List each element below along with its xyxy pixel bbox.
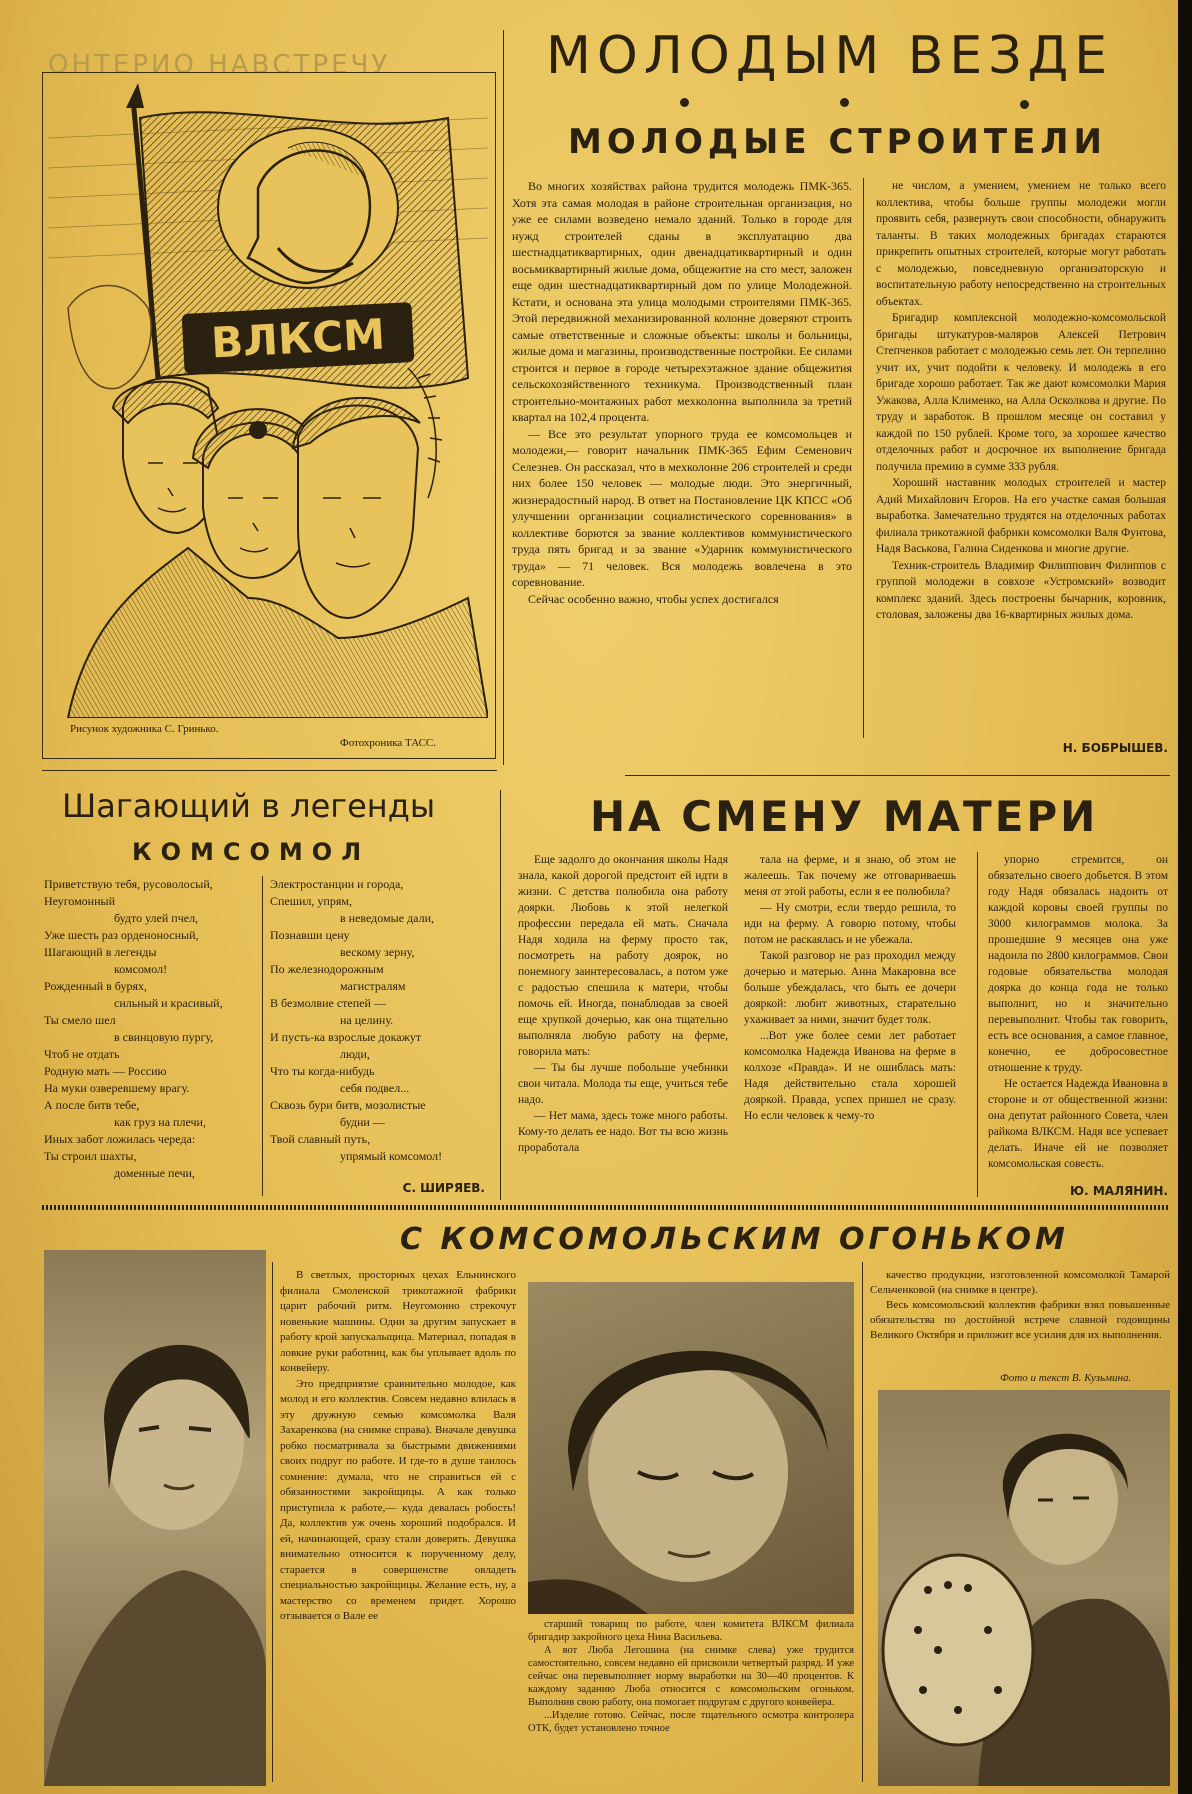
article2-para: — Ты бы лучше побольше учебники свои читала. Молода ты еще, учиться тебе надо. xyxy=(518,1062,728,1106)
poem-column-1 xyxy=(44,876,259,1182)
article2-column-2 xyxy=(744,852,956,1124)
poem-line: Электростанции и города, xyxy=(270,877,404,891)
article2-para: Такой разговор не раз проходил между дочерью и матерью. Анна Макаровна все больше убеждалась, что быть ее дочери дояркой: любит животных, старательно ухаживает за ними, значит будет толк. xyxy=(744,950,956,1026)
badge-text: ВЛКСМ xyxy=(209,309,387,368)
column-rule xyxy=(863,178,864,738)
article1-para: Сейчас особенно важно, чтобы успех достигался xyxy=(528,591,779,606)
article3-column-2 xyxy=(528,1618,854,1735)
masthead-dots xyxy=(680,98,1040,112)
poem-line: Твой славный путь, xyxy=(270,1132,371,1146)
poem-line: И пусть-ка взрослые докажут xyxy=(270,1030,422,1044)
article3-para: А вот Люба Легошина (на снимке слева) уже трудится самостоятельно, совсем недавно ей присвоили четвертый разряд. И уже сейчас она перевыполняет норму выработки на 30—40 процентов. К каждому заданию Люба относится с комсомольским огоньком. Выполнив свою работу, она помогает подругам с другого конвейера. xyxy=(528,1645,854,1708)
article2-para: Не остается Надежда Ивановна в стороне и от общественной жизни: она депутат районного Совета, член райкома ВЛКСМ. Надя все успевает делать. Иначе ей не позволяет комсомольская совесть. xyxy=(988,1078,1168,1170)
poem-line: себя подвел... xyxy=(340,1081,410,1095)
poster-illustration xyxy=(48,78,488,718)
poster-svg xyxy=(48,78,488,718)
article1-signature: Н. БОБРЫШЕВ. xyxy=(1062,741,1168,755)
article3-para: Это предприятие сравнительно молодое, как молод и его коллектив. Совсем недавно влилась в эту дружную семью комсомолка Валя Захаренкова (на снимке справа). Вначале девушка робко посматривала за быстрыми движениями своих подруг по работе. И где-то в душе таилось сомнение: думала, что не справиться ей с обязанностями закройщицы. А как только приступила к работе,— куда девалась робость! Да, коллектив уж очень хороший подобрался. И ей, начинающей, сразу стали доверять. Девушка внимательно относится к порученному делу, старается в совершенстве овладеть специальностью закройщицы. Желание есть, ну, а мастерство со временем придет. Хорошо отзывается о Вале ее xyxy=(280,1377,516,1622)
article1-para: — Все это результат упорного труда ее комсомольцев и молодежи,— говорит начальник ПМК-365 Ефим Семенович Селезнев. Он рассказал, что в мехколонне 206 строителей и среди них более 150 человек — молодые люди. Это энергичный, жизнерадостный народ. В ответ на Постановление ЦК КПСС «Об улучшении организации социалистического соревнования» в коллективе борются за звание коллективов коммунистического труда пять бригад и за звание «Ударник коммунистического труда» — 71 человек. Вся молодежь вовлечена в это соревнование. xyxy=(512,426,852,589)
poem-signature: С. ШИРЯЕВ. xyxy=(402,1181,485,1195)
article2-title: НА СМЕНУ МАТЕРИ xyxy=(590,792,1099,841)
photo-girl-left-svg xyxy=(44,1250,266,1786)
article1-para: Хороший наставник молодых строителей и мастер Адий Михайлович Егоров. На его участке самая большая выработка. Замечательно трудятся на отделочных работах филиала трикотажной фабрики комсомолки Валя Фунтова, Надя Васькова, Галина Сиденкова и многие другие. xyxy=(876,477,1166,555)
poem-line: Чтоб не отдать xyxy=(44,1047,120,1061)
poem-line: Неугомонный xyxy=(44,894,116,908)
article3-para: старший товарищ по работе, член комитета ВЛКСМ филиала бригадир закройного цеха Нина Васильева. xyxy=(528,1619,854,1643)
article3-column-3 xyxy=(870,1268,1170,1343)
poem-line: магистралям xyxy=(340,979,406,993)
poem-line: комсомол! xyxy=(114,962,168,976)
article2-column-1 xyxy=(518,852,728,1156)
photo-girl-right-svg xyxy=(878,1390,1170,1786)
poem-line: Спешил, упрям, xyxy=(270,894,352,908)
poem-title: Шагающий в легенды xyxy=(62,787,436,825)
article3-para: ...Изделие готово. Сейчас, после тщательного осмотра контролера ОТК, будет установлено точное xyxy=(528,1710,854,1734)
section-rule xyxy=(42,770,497,771)
poem-line: Что ты когда-нибудь xyxy=(270,1064,375,1078)
article2-para: упорно стремится, он обязательно своего добьется. В этом году Надя обязалась надоить от каждой коровы своей группы по 3000 килограммов молока. За прошедшие 9 месяцев она уже надоила по 2800 килограммов. Свои годовые обязательства молодая доярка до конца года не только выполнит, но и значительно перевыполнит. Чтобы так говорить, есть все основания, а самое главное, конечно, ее добросовестное отношение к труду. xyxy=(988,854,1168,1074)
poem-line: в неведомые дали, xyxy=(340,911,434,925)
column-rule xyxy=(977,852,978,1197)
poem-line: будни — xyxy=(340,1115,385,1129)
poem-line: Уже шесть раз орденоносный, xyxy=(44,928,199,942)
poem-line: люди, xyxy=(340,1047,370,1061)
poem-line: вескому зерну, xyxy=(340,945,415,959)
poster-caption-right: Фотохроника ТАСС. xyxy=(340,737,437,749)
poem-line: Ты строил шахты, xyxy=(44,1149,137,1163)
poem-column-2 xyxy=(270,876,485,1165)
article3-title: С КОМСОМОЛЬСКИМ ОГОНЬКОМ xyxy=(400,1222,1069,1257)
column-rule xyxy=(503,30,504,765)
poem-line: упрямый комсомол! xyxy=(340,1149,443,1163)
article3-para: Весь комсомольский коллектив фабрики взял повышенные обязательства по достойной встрече славной годовщины Великого Октября и приложит все усилия для их выполнения. xyxy=(870,1299,1170,1341)
poem-line: По железнодорожным xyxy=(270,962,384,976)
article1-column-1 xyxy=(512,178,852,607)
article1-column-2 xyxy=(876,178,1166,624)
article2-signature: Ю. МАЛЯНИН. xyxy=(1070,1184,1168,1198)
poem-line: На муки озверевшему врагу. xyxy=(44,1081,190,1095)
article3-credit: Фото и текст В. Кузьмина. xyxy=(1000,1372,1132,1384)
article2-para: Еще задолго до окончания школы Надя знала, какой дорогой предстоит ей идти в жизни. С детства полюбила она работу доярки. Любовь к этой нелегкой профессии передала ей мать. Сначала Надя ходила на ферму просто так, посмотреть на работу доярок, но понемногу заинтересовалась, а потом уже с радостью спешила к матери, чтобы помочь ей. Иногда, понаблюдав за своей еще хрупкой дочерью, как она тщательно выполняла любую работу на ферме, говорила мать: xyxy=(518,854,728,1058)
column-rule xyxy=(500,790,501,1200)
poem-subtitle: КОМСОМОЛ xyxy=(132,838,371,866)
poem-line: Приветствую тебя, русоволосый, xyxy=(44,877,213,891)
photo-girl-center-svg xyxy=(528,1282,854,1614)
column-rule xyxy=(262,876,263,1196)
poem-line: Рожденный в бурях, xyxy=(44,979,147,993)
poem-line: Сквозь бури битв, мозолистые xyxy=(270,1098,426,1112)
poem-line: Шагающий в легенды xyxy=(44,945,157,959)
article2-para: — Ну смотри, если твердо решила, то иди на ферму. А говорю потому, чтобы потом не раскаялась и не убежала. xyxy=(744,902,956,946)
article3-column-1 xyxy=(280,1268,516,1625)
photo-girl-center xyxy=(528,1282,854,1614)
poem-line: будто улей пчел, xyxy=(114,911,199,925)
poem-line: Иных забот ложилась череда: xyxy=(44,1132,196,1146)
article1-para: Бригадир комплексной молодежно-комсомольской бригады штукатуров-маляров Алексей Петрович Степченков работает с молодежью семь лет. Он терпелино учит их, учит подойти к человеку. И молодежь в его бригаде хорошо работает. Так же дают комсомолки Мария Ужакова, Алла Клименко, на Алла Осколкова и другие. По труду и заработок. В прошлом месяце он составил у каждой по 150 рублей. Кроме того, за хорошее качество отделочных работ и досрочное их выполнение бригада получила премию в сумме 333 рубля. xyxy=(876,312,1166,473)
poster-caption-left: Рисунок художника С. Гринько. xyxy=(70,723,219,735)
poem-line: на целину. xyxy=(340,1013,394,1027)
article1-title: МОЛОДЫЕ СТРОИТЕЛИ xyxy=(568,122,1107,162)
section-rule xyxy=(625,775,1170,776)
poem-line: в свинцовую пургу, xyxy=(114,1030,214,1044)
page-binding-edge xyxy=(1178,0,1192,1794)
poem-line: Познавши цену xyxy=(270,928,350,942)
photo-girl-right xyxy=(878,1390,1170,1786)
article2-column-3 xyxy=(988,852,1168,1172)
column-rule xyxy=(862,1262,863,1782)
poem-line: Родную мать — Россию xyxy=(44,1064,167,1078)
article3-para: качество продукции, изготовленной комсомолкой Тамарой Сельченковой (на снимке в центре). xyxy=(870,1269,1170,1296)
masthead-title: МОЛОДЫМ ВЕЗДЕ xyxy=(546,26,1114,86)
article2-para: ...Вот уже более семи лет работает комсомолка Надежда Иванова на ферме в колхозе «Правда». И не ошиблась мать: Надя действительно стала хорошей дояркой. Правда, успех пришел не сразу. Но если человек к чему-то xyxy=(744,1030,956,1122)
dotted-separator xyxy=(42,1205,1170,1210)
article2-para: тала на ферме, и я знаю, об этом не жалеешь. Так почему же отговариваешь меня от этой работы, если я ее полюбила? xyxy=(744,854,956,898)
article2-para: — Нет мама, здесь тоже много работы. Кому-то делать ее надо. Вот ты всю жизнь проработала xyxy=(518,1110,728,1154)
poem-line: В безмолвие степей — xyxy=(270,996,386,1010)
poem-line: А после битв тебе, xyxy=(44,1098,140,1112)
poem-line: сильный и красивый, xyxy=(114,996,223,1010)
column-rule xyxy=(272,1262,273,1782)
poem-line: Ты смело шел xyxy=(44,1013,116,1027)
faded-heading: ОНТЕРИО НАВСТРЕЧУ xyxy=(48,50,391,80)
article3-para: В светлых, просторных цехах Ельнинского филиала Смоленской трикотажной фабрики царит рабочий ритм. Неугомонно стрекочут новенькие машины. Одни за другим запускает в работу крой запускальщица. Материал, попадая в ловкие руки работниц, как бы уплывает вдоль по конвейеру. xyxy=(280,1269,516,1374)
article1-para: не числом, а умением, умением не только всего коллектива, чтобы больше группы молодежи могли проявить себя, развернуть свои способности, обнаружить таланты. В таких молодежных бригадах стараются прикрепить опытных строителей, которые могут работать с молодежью, повседневную организаторскую и воспитательную работу непосредственно на строительных объектах. xyxy=(876,180,1166,308)
photo-girl-left xyxy=(44,1250,266,1786)
article1-para: Во многих хозяйствах района трудится молодежь ПМК-365. Хотя эта самая молодая в районе строительная организация, но уже ее силами возведено немало зданий. Только в городе для нужд строителей сданы в эксплуатацию два шестнадцатиквартирных, один двенадцатиквартирный и один восьмиквартирный жилые дома, общежитие на сто мест, заложен еще один шестнадцатиквартирный дом по улице Молодежной. Кстати, и основана эта улица молодыми строителями ПМК-365. Этой передвижной механизированной колонне доверяют строить самые ответственные и сложные объекты: школы и больницы, жилые дома и магазины, производственные постройки. Ее силами строится и первое в городе четырехэтажное здание общежития сельскохозяйственного техникума. Производственный план строительно-монтажных работ мехколонна выполнила за третий квартал на 102,4 процента. xyxy=(512,179,852,424)
article1-para: Техник-строитель Владимир Филиппович Филиппов с группой молодежи в совхозе «Устромский» возводит комплекс зданий. Здесь построены бычарник, коровник, столовая, заложены два 16-квартирных жилых дома. xyxy=(876,559,1166,621)
poem-line: доменные печи, xyxy=(114,1166,195,1180)
poem-line: как груз на плечи, xyxy=(114,1115,206,1129)
